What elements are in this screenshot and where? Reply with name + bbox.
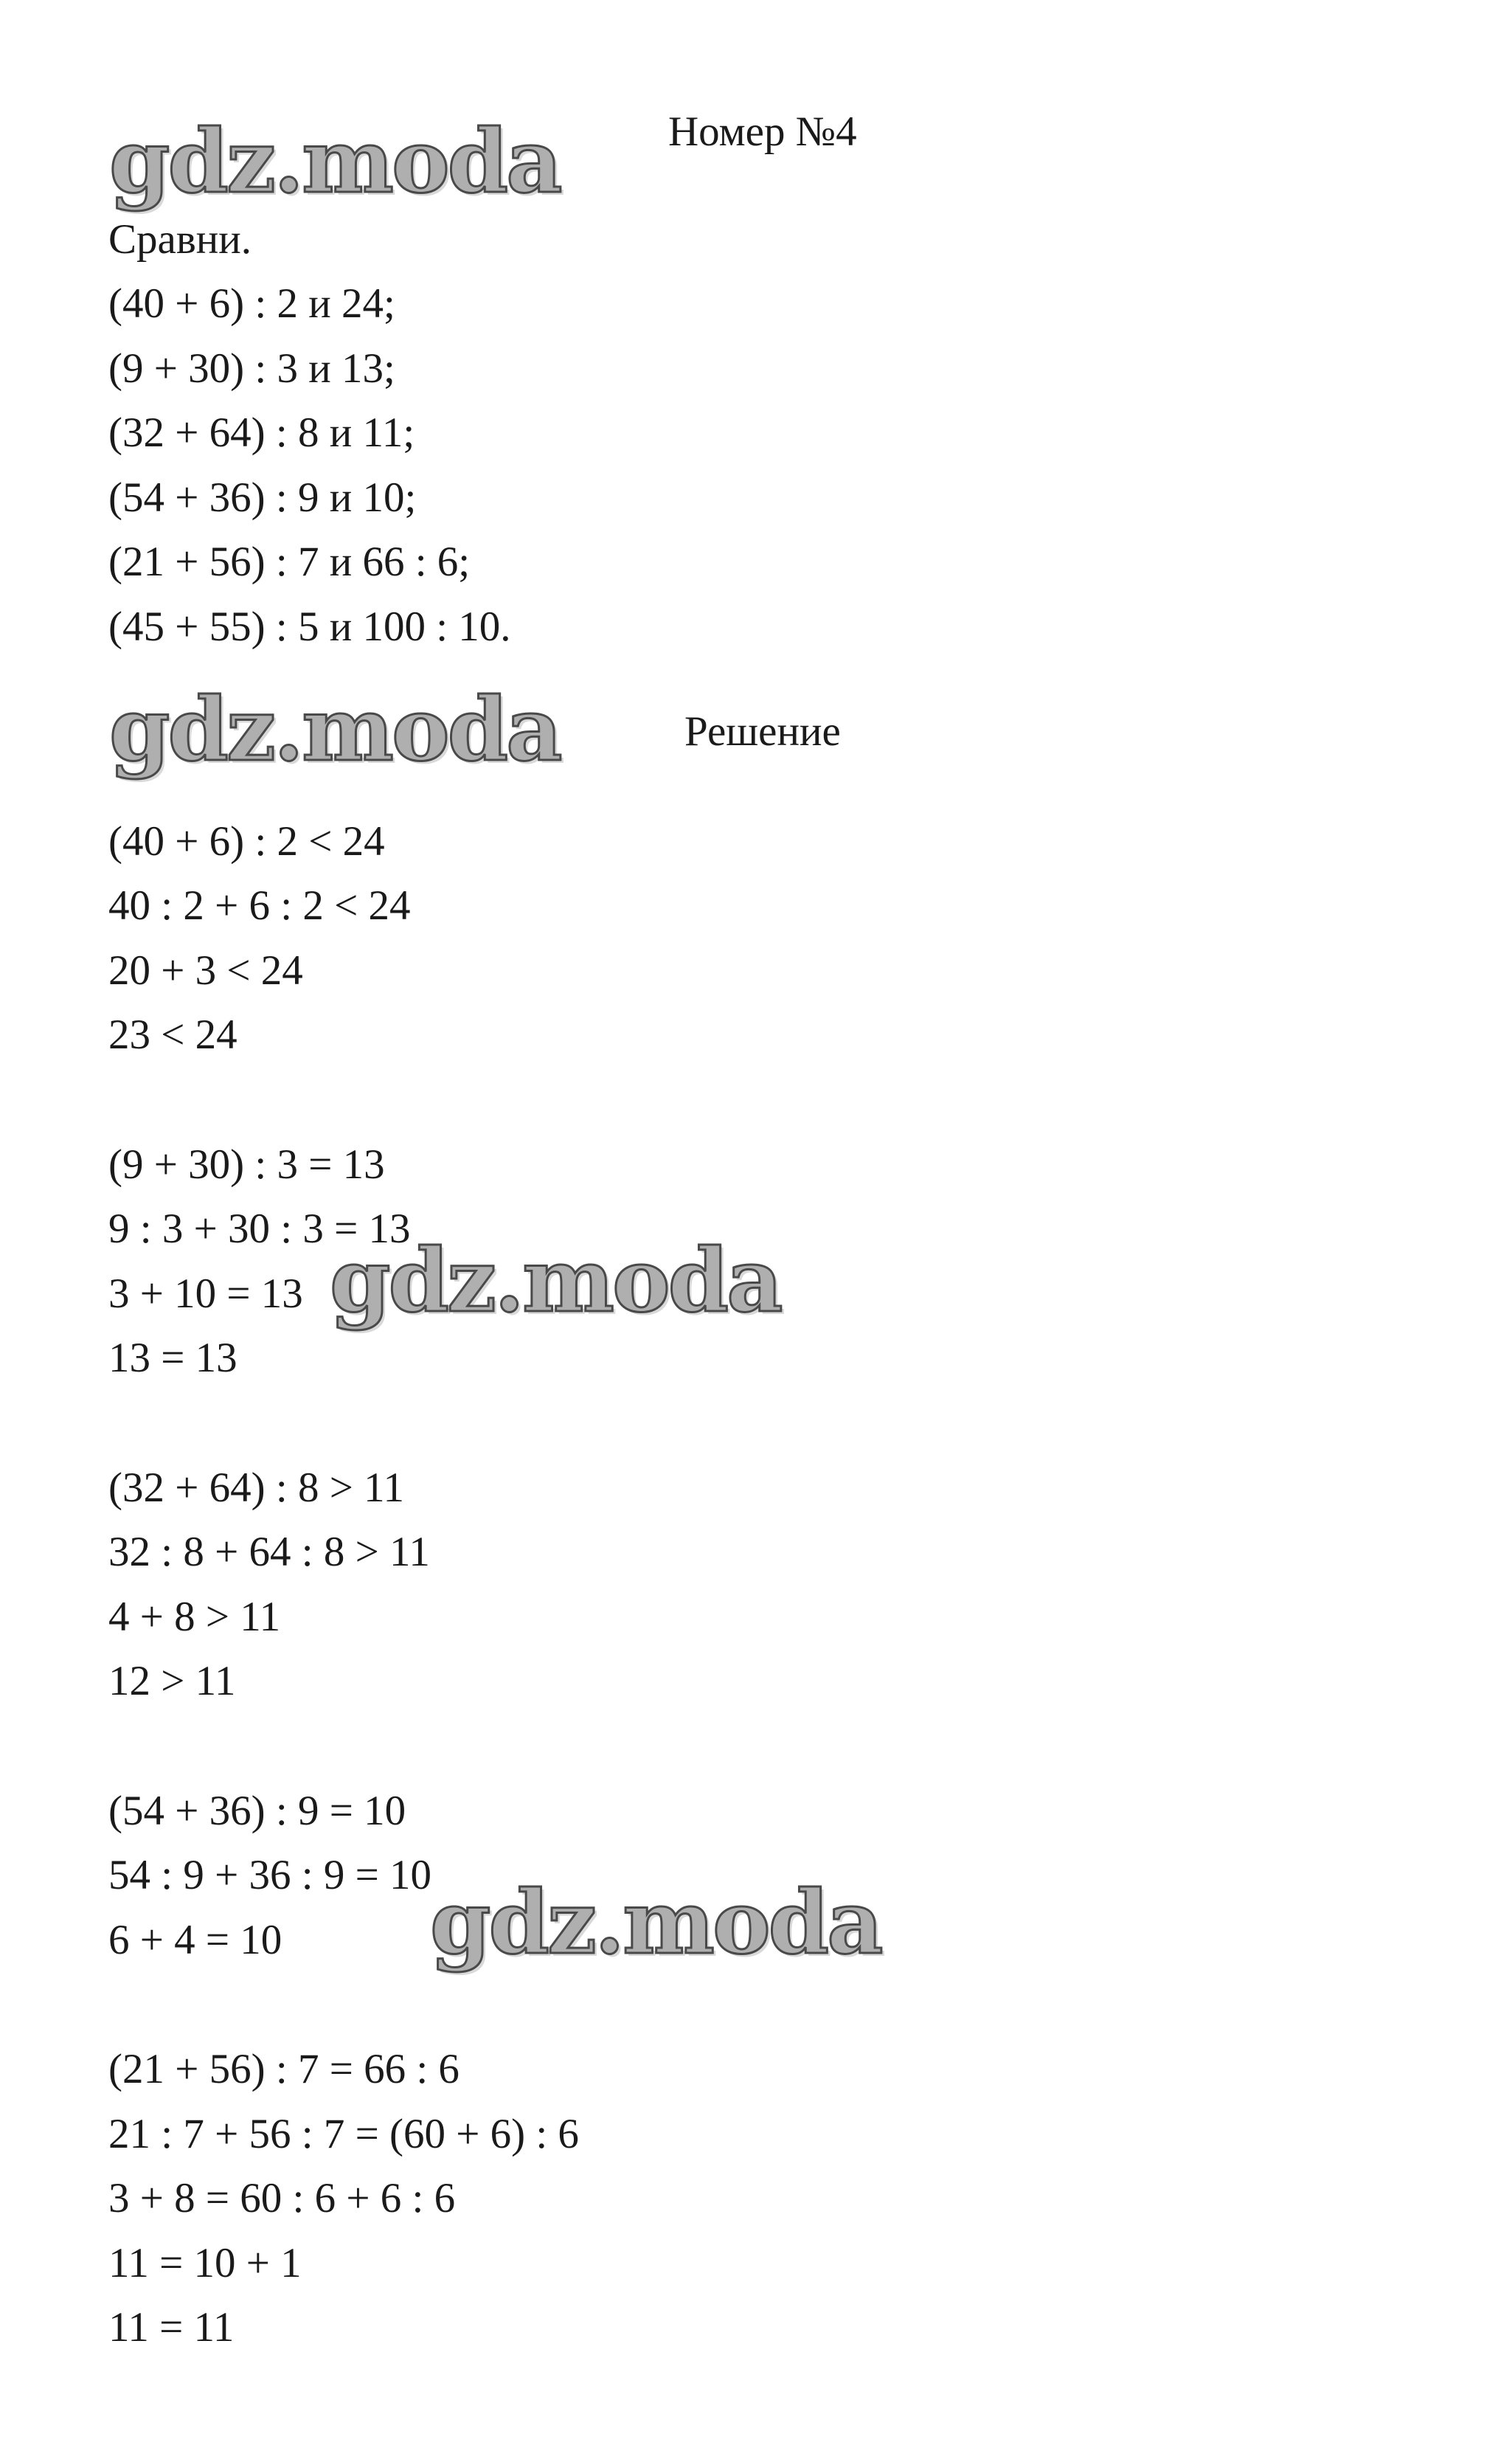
watermark-logo: gdz.moda (330, 1229, 781, 1332)
watermark-logo: gdz.moda (109, 678, 561, 781)
solution-line: (54 + 36) : 9 = 10 (108, 1788, 406, 1834)
solution-line: 4 + 8 > 11 (108, 1594, 281, 1640)
solution-line: 54 : 9 + 36 : 9 = 10 (108, 1852, 431, 1898)
solution-line: (9 + 30) : 3 = 13 (108, 1141, 385, 1188)
solution-line: 21 : 7 + 56 : 7 = (60 + 6) : 6 (108, 2111, 579, 2157)
solution-line: 20 + 3 < 24 (108, 947, 303, 994)
solution-title: Решение (684, 708, 841, 755)
solution-line: 11 = 11 (108, 2304, 235, 2351)
watermark-logo: gdz.moda (109, 110, 561, 212)
task-item: (45 + 55) : 5 и 100 : 10. (108, 604, 511, 650)
solution-line: (21 + 56) : 7 = 66 : 6 (108, 2046, 460, 2092)
solution-line: 32 : 8 + 64 : 8 > 11 (108, 1529, 430, 1575)
solution-line: 13 = 13 (108, 1335, 237, 1381)
task-item: (40 + 6) : 2 и 24; (108, 280, 395, 327)
solution-line: 23 < 24 (108, 1011, 237, 1058)
solution-line: 6 + 4 = 10 (108, 1917, 282, 1963)
solution-line: 12 > 11 (108, 1658, 236, 1704)
solution-line: (40 + 6) : 2 < 24 (108, 818, 385, 865)
watermark-logo: gdz.moda (430, 1871, 881, 1974)
task-item: (54 + 36) : 9 и 10; (108, 474, 417, 521)
solution-line: 3 + 8 = 60 : 6 + 6 : 6 (108, 2175, 456, 2221)
solution-line: 11 = 10 + 1 (108, 2240, 302, 2286)
solution-line: 9 : 3 + 30 : 3 = 13 (108, 1206, 411, 1252)
task-prompt: Сравни. (108, 216, 252, 263)
solution-line: (32 + 64) : 8 > 11 (108, 1464, 404, 1511)
task-item: (32 + 64) : 8 и 11; (108, 409, 415, 456)
task-item: (21 + 56) : 7 и 66 : 6; (108, 539, 471, 585)
exercise-number-title: Номер №4 (668, 108, 857, 155)
task-item: (9 + 30) : 3 и 13; (108, 345, 395, 392)
solution-line: 40 : 2 + 6 : 2 < 24 (108, 882, 411, 929)
solution-line: 3 + 10 = 13 (108, 1270, 303, 1317)
